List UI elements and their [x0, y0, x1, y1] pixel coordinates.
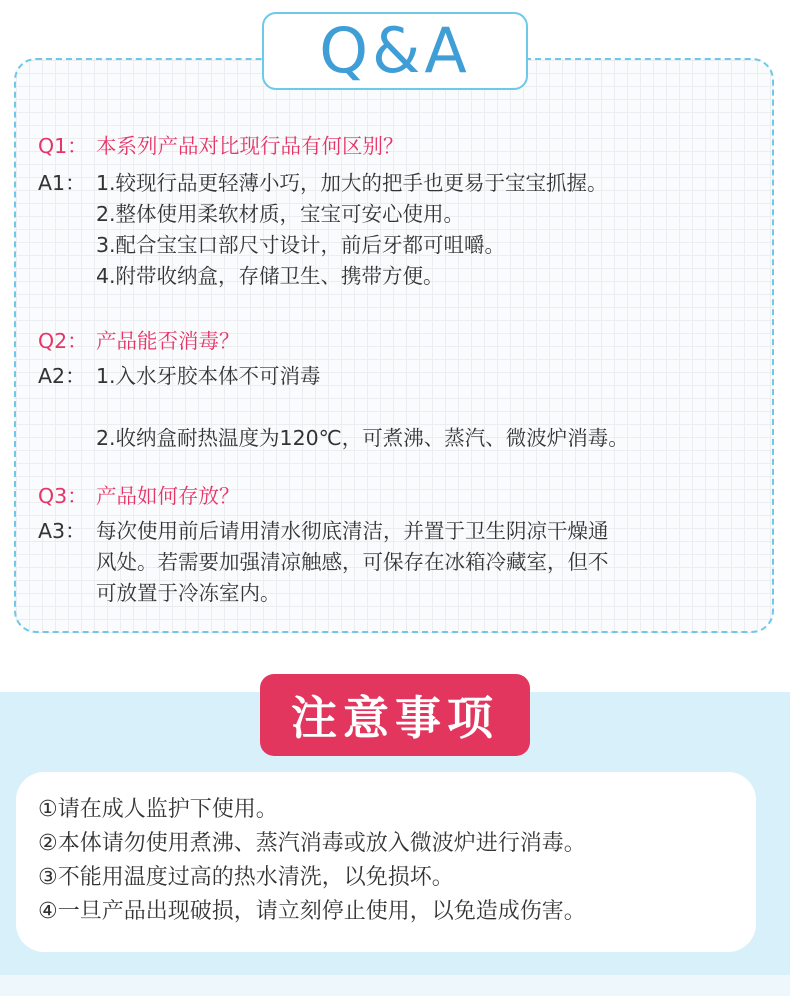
answer-1-tag: A1：	[38, 171, 86, 195]
answer-3-line-3: 可放置于冷冻室内。	[96, 581, 281, 605]
answer-2-tag: A2：	[38, 364, 86, 388]
question-1-tag: Q1：	[38, 134, 88, 158]
qa-title-box	[262, 12, 528, 90]
notes-bottom-strip	[0, 975, 790, 996]
notes-title: 注意事项	[291, 691, 499, 745]
answer-1-text-1: 1.较现行品更轻薄小巧，加大的把手也更易于宝宝抓握。	[96, 171, 608, 195]
question-3-tag: Q3：	[38, 484, 88, 508]
note-item-3: ③不能用温度过高的热水清洗，以免损坏。	[38, 865, 454, 890]
answer-1-line-1	[38, 168, 608, 198]
answer-2-line-2: 2.收纳盒耐热温度为120℃，可煮沸、蒸汽、微波炉消毒。	[96, 426, 629, 450]
note-item-4: ④一旦产品出现破损，请立刻停止使用，以免造成伤害。	[38, 899, 586, 924]
notes-title-box	[260, 674, 530, 756]
qa-title: Q&A	[319, 14, 471, 87]
note-item-2: ②本体请勿使用煮沸、蒸汽消毒或放入微波炉进行消毒。	[38, 831, 586, 856]
question-2-text: 产品能否消毒？	[96, 329, 240, 353]
question-2	[38, 326, 240, 356]
answer-3-line-2: 风处。若需要加强清凉触感，可保存在冰箱冷藏室，但不	[96, 550, 609, 574]
answer-2-line-1	[38, 361, 321, 391]
question-2-tag: Q2：	[38, 329, 88, 353]
note-item-1: ①请在成人监护下使用。	[38, 797, 278, 822]
answer-3-line-1	[38, 516, 609, 546]
answer-1-line-3: 3.配合宝宝口部尺寸设计，前后牙都可咀嚼。	[96, 233, 506, 257]
answer-3-tag: A3：	[38, 519, 86, 543]
answer-1-line-2: 2.整体使用柔软材质，宝宝可安心使用。	[96, 202, 465, 226]
answer-3-text-1: 每次使用前后请用清水彻底清洁，并置于卫生阴凉干燥通	[96, 519, 609, 543]
question-3	[38, 481, 240, 511]
answer-2-text-1: 1.入水牙胶本体不可消毒	[96, 364, 321, 388]
question-3-text: 产品如何存放？	[96, 484, 240, 508]
question-1	[38, 131, 404, 161]
question-1-text: 本系列产品对比现行品有何区别？	[96, 134, 404, 158]
answer-1-line-4: 4.附带收纳盒，存储卫生、携带方便。	[96, 264, 444, 288]
